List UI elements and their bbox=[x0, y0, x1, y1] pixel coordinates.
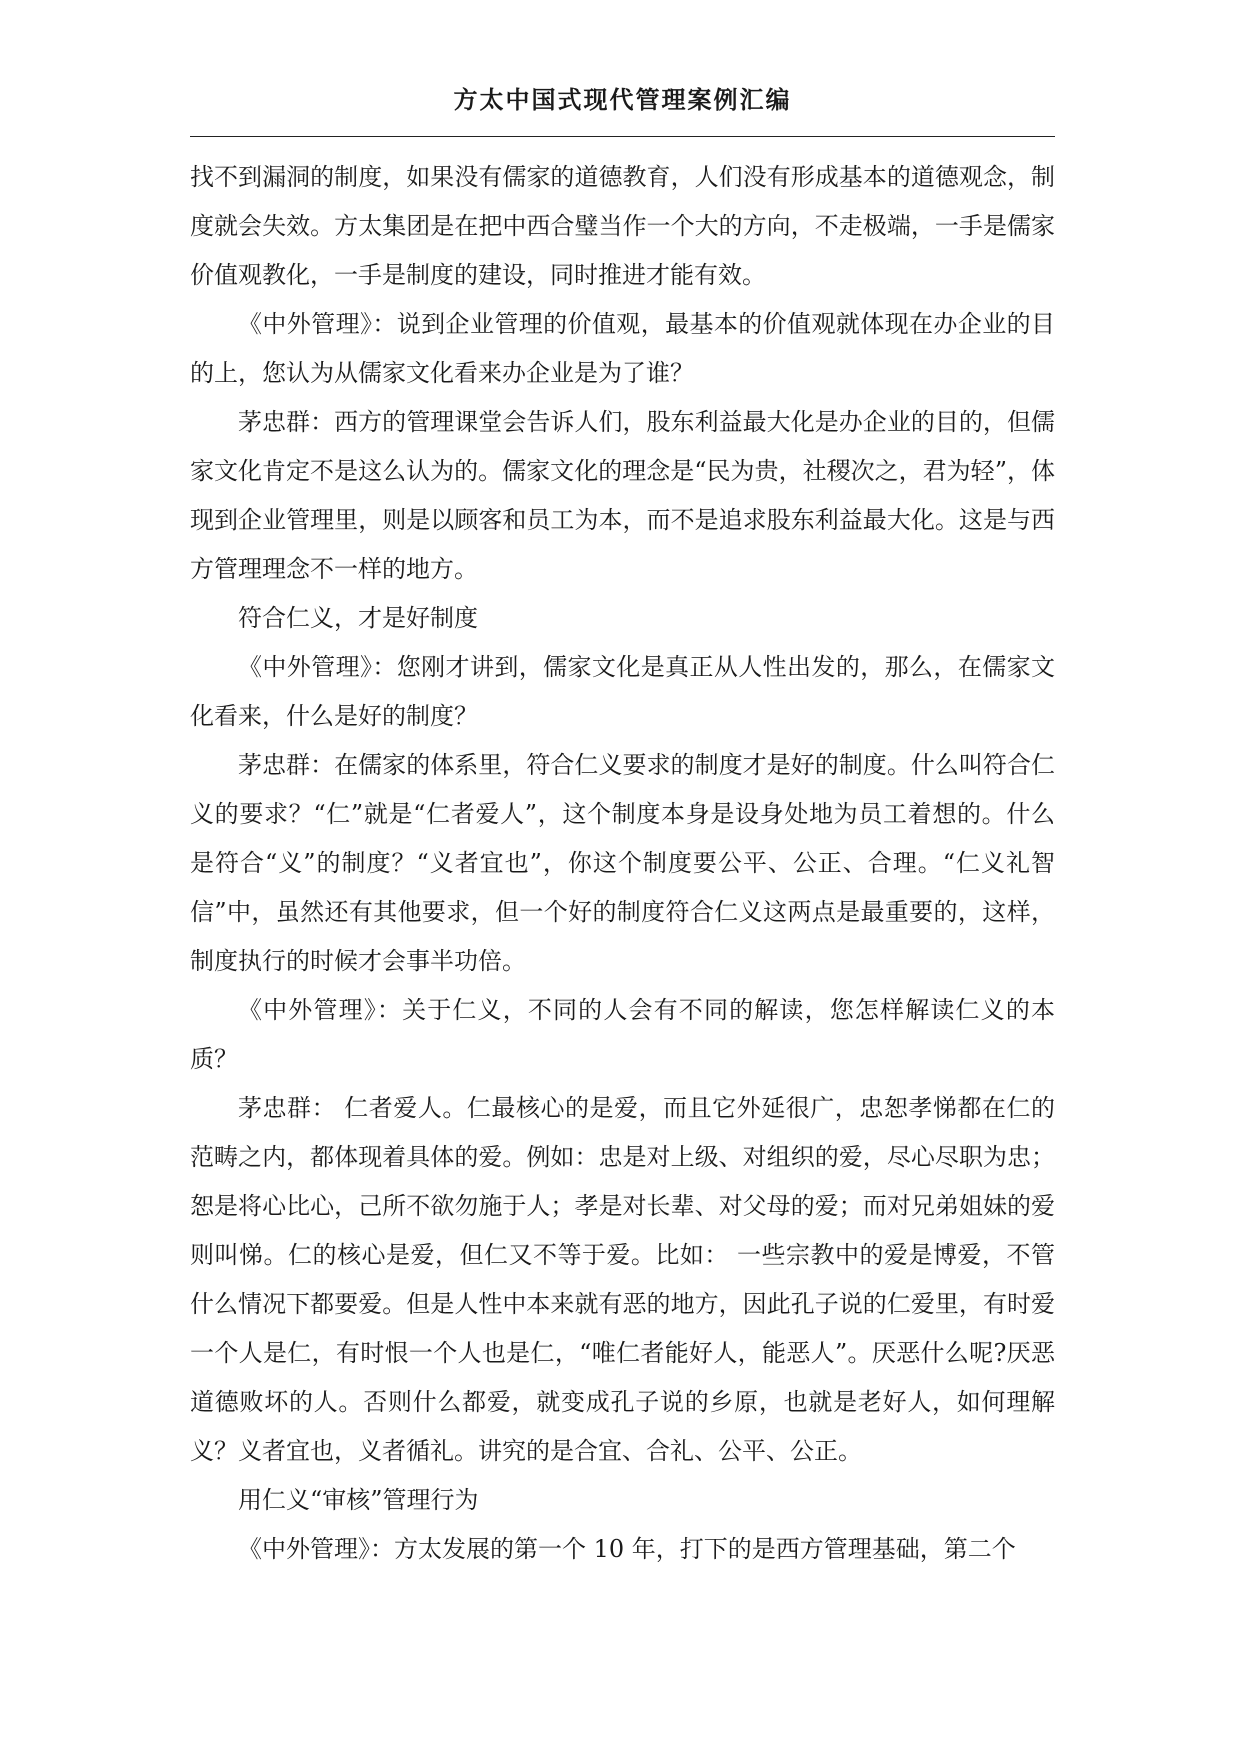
header-divider bbox=[190, 136, 1055, 137]
paragraph: 《中外管理》：您刚才讲到，儒家文化是真正从人性出发的，那么，在儒家文化看来，什么是好的制度？ bbox=[190, 653, 1055, 730]
section-heading: 用仁义“审核”管理行为 bbox=[238, 1486, 479, 1514]
running-header: 方太中国式现代管理案例汇编 bbox=[453, 86, 792, 114]
paragraph: 茅忠群：在儒家的体系里，符合仁义要求的制度才是好的制度。什么叫符合仁义的要求？“仁”就是“仁者爱人”，这个制度本身是设身处地为员工着想的。什么是符合“义”的制度？“义者宜也”，你这个制度要公平、公正、合理。“仁义礼智信”中，虽然还有其他要求，但一个好的制度符合仁义这两点是最重要的，这样，制度执行的时候才会事半功倍。 bbox=[190, 751, 1055, 975]
paragraph: 找不到漏洞的制度，如果没有儒家的道德教育，人们没有形成基本的道德观念，制度就会失效。方太集团是在把中西合璧当作一个大的方向，不走极端，一手是儒家价值观教化，一手是制度的建设，同时推进才能有效。 bbox=[190, 163, 1055, 289]
document-body bbox=[190, 153, 1055, 1574]
paragraph: 茅忠群：西方的管理课堂会告诉人们，股东利益最大化是办企业的目的，但儒家文化肯定不是这么认为的。儒家文化的理念是“民为贵，社稷次之，君为轻”，体现到企业管理里，则是以顾客和员工为本，而不是追求股东利益最大化。这是与西方管理理念不一样的地方。 bbox=[190, 408, 1055, 583]
section-heading: 符合仁义，才是好制度 bbox=[238, 604, 478, 632]
paragraph: 《中外管理》：说到企业管理的价值观，最基本的价值观就体现在办企业的目的上，您认为从儒家文化看来办企业是为了谁？ bbox=[190, 310, 1055, 387]
paragraph: 茅忠群： 仁者爱人。仁最核心的是爱，而且它外延很广，忠恕孝悌都在仁的范畴之内，都体现着具体的爱。例如：忠是对上级、对组织的爱，尽心尽职为忠；恕是将心比心，己所不欲勿施于人；孝是对长辈、对父母的爱；而对兄弟姐妹的爱则叫悌。仁的核心是爱，但仁又不等于爱。比如： 一些宗教中的爱是博爱，不管什么情况下都要爱。但是人性中本来就有恶的地方，因此孔子说的仁爱里，有时爱一个人是仁，有时恨一个人也是仁，“唯仁者能好人，能恶人”。厌恶什么呢?厌恶道德败坏的人。否则什么都爱，就变成孔子说的乡原，也就是老好人，如何理解义？义者宜也，义者循礼。讲究的是合宜、合礼、公平、公正。 bbox=[190, 1094, 1055, 1465]
paragraph: 《中外管理》：方太发展的第一个 10 年，打下的是西方管理基础，第二个 bbox=[238, 1535, 1016, 1563]
paragraph: 《中外管理》：关于仁义，不同的人会有不同的解读，您怎样解读仁义的本质？ bbox=[190, 996, 1055, 1073]
